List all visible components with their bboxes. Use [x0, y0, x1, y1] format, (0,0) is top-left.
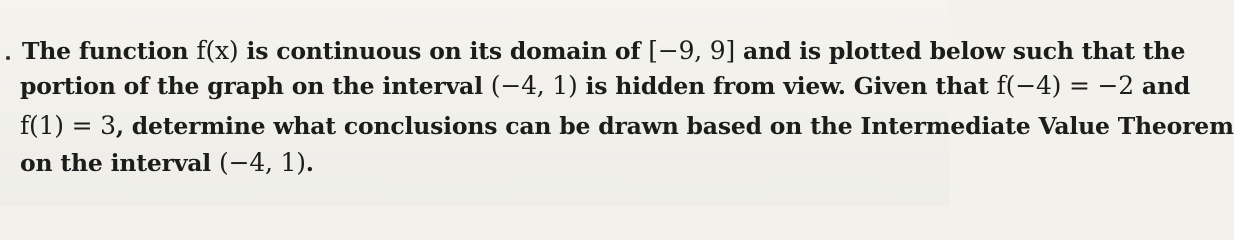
problem-line-4: [20, 150, 314, 176]
text-segment: .: [305, 149, 314, 177]
text-segment: is hidden from view. Given that: [577, 72, 997, 100]
math-value-f-neg4: f(−4) = −2: [996, 71, 1134, 100]
text-segment: is continuous on its domain of: [238, 37, 649, 65]
text-segment: on the interval: [20, 149, 220, 177]
text-segment: and is plotted below such that the: [735, 37, 1186, 65]
math-interval: (−4, 1): [219, 148, 306, 177]
math-interval: (−4, 1): [490, 71, 578, 100]
text-segment: and: [1133, 72, 1191, 100]
problem-line-1: [22, 38, 1185, 64]
text-segment: , determine what conclusions can be drawn based on the Intermediate Value Theorem: [115, 112, 1234, 140]
text-segment: The function: [22, 37, 197, 65]
text-segment: portion of the graph on the interval: [20, 72, 491, 100]
math-domain: [−9, 9]: [648, 36, 736, 65]
math-function: f(x): [196, 36, 239, 65]
problem-line-3: [20, 113, 1234, 139]
math-value-f-1: f(1) = 3: [20, 111, 116, 140]
problem-line-2: [20, 73, 1190, 99]
margin-dot: [6, 56, 10, 60]
